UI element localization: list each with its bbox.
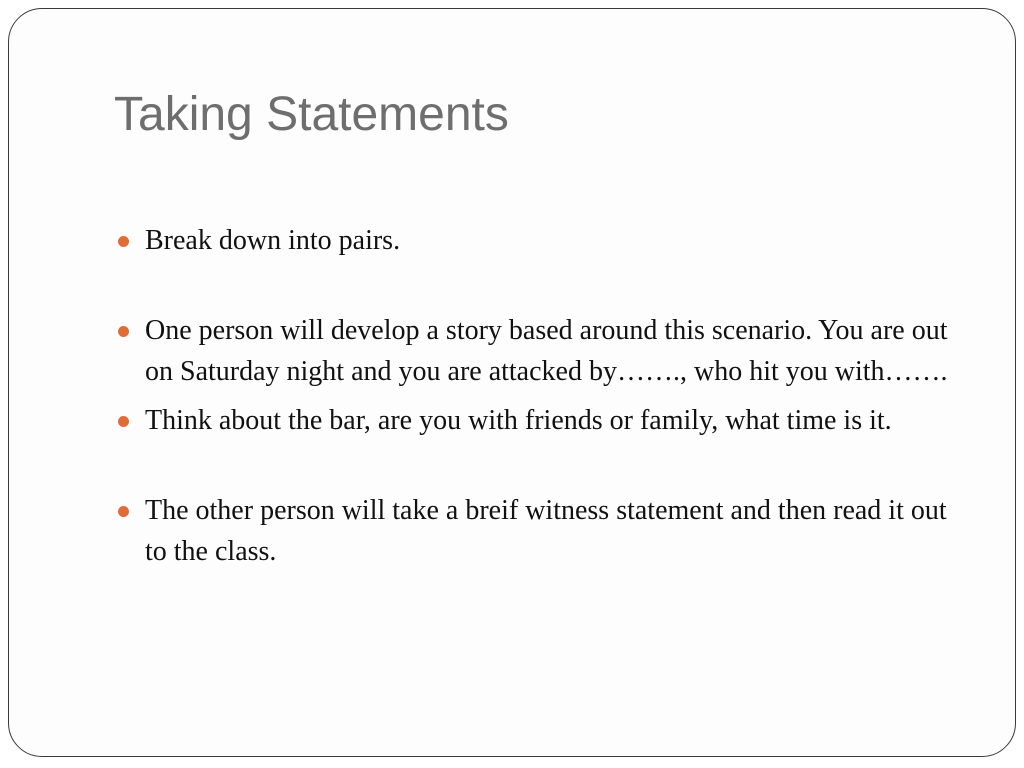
bullet-dot-icon bbox=[118, 416, 129, 427]
bullet-item bbox=[114, 310, 974, 392]
bullet-item bbox=[114, 400, 974, 441]
bullet-dot-icon bbox=[118, 326, 129, 337]
slide bbox=[8, 8, 1016, 757]
bullet-text: Think about the bar, are you with friends or family, what time is it. bbox=[145, 405, 892, 436]
bullet-item bbox=[114, 490, 974, 572]
bullet-list bbox=[114, 220, 974, 572]
slide-title: Taking Statements bbox=[114, 88, 509, 141]
bullet-dot-icon bbox=[118, 506, 129, 517]
bullet-dot-icon bbox=[118, 236, 129, 247]
bullet-item bbox=[114, 220, 974, 261]
bullet-text: The other person will take a breif witness statement and then read it out to the class. bbox=[145, 495, 947, 567]
bullet-text: Break down into pairs. bbox=[145, 225, 401, 256]
bullet-text: One person will develop a story based around this scenario. You are out on Saturday night and you are attacked by……., who hit you with……. bbox=[145, 315, 948, 387]
